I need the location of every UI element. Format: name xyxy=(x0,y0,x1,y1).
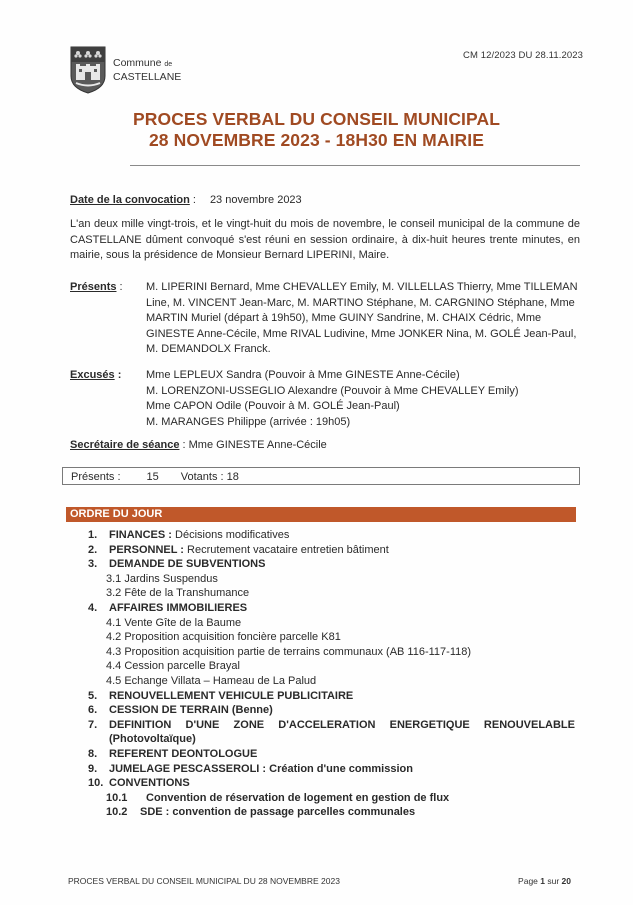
agenda-item-number: 9. xyxy=(88,762,98,775)
agenda-item-number: 8. xyxy=(88,747,98,760)
agenda-subitem: 4.2 Proposition acquisition foncière parcelle K81 xyxy=(106,631,341,644)
agenda-item-title: RENOUVELLEMENT VEHICULE PUBLICITAIRE xyxy=(109,689,354,702)
agenda-item-title: AFFAIRES IMMOBILIERES xyxy=(109,601,248,614)
excuse-entry: Mme LEPLEUX Sandra (Pouvoir à Mme GINESTE Anne-Cécile) xyxy=(146,369,460,381)
agenda-subitem: 4.1 Vente Gîte de la Baume xyxy=(106,616,242,629)
page-current: 1 xyxy=(540,876,545,886)
agenda-list xyxy=(88,528,575,820)
agenda-item-number: 7. xyxy=(88,718,98,731)
agenda-item xyxy=(88,689,575,704)
excuse-entry: Mme CAPON Odile (Pouvoir à M. GOLÉ Jean-Paul) xyxy=(146,400,400,412)
agenda-item-title: CONVENTIONS xyxy=(109,777,190,790)
agenda-subitem: 3.1 Jardins Suspendus xyxy=(106,572,218,585)
presents-names: M. LIPERINI Bernard, Mme CHEVALLEY Emily, M. VILLELLAS Thierry, Mme TILLEMAN Line, M. VINCENT Jean-Marc, M. MARTINO Stéphane, M. CARGNINO Stéphane, Mme MARTIN Muriel (départ à 19h50), Mme GUINY Sandrine, M. CHAIX Cédric, Mme GINESTE Anne-Cécile, Mme RIVAL Ludivine, Mme JONKER Nina, M. GOLÉ Jean-Paul, M. DEMANDOLX Franck. xyxy=(146,281,578,355)
page-number xyxy=(518,876,571,886)
agenda-item-number: 10. xyxy=(88,777,104,790)
intro-paragraph: L'an deux mille vingt-trois, et le vingt-huit du mois de novembre, le conseil municipal de la commune de CASTELLANE dûment convoqué s'est réuni en session ordinaire, à dix-huit heures trente minutes, en mairie, sous la présidence de Monsieur Bernard LIPERINI, Maire. xyxy=(70,218,580,261)
presents-count-value: 15 xyxy=(146,471,159,483)
agenda-subitem-text: SDE : convention de passage parcelles communales xyxy=(140,806,416,819)
agenda-subitem-number: 10.2 xyxy=(106,806,128,819)
attendance-counts-box xyxy=(62,467,580,485)
title-line1: PROCES VERBAL DU CONSEIL MUNICIPAL xyxy=(132,109,501,129)
page-total: 20 xyxy=(561,876,571,886)
agenda-item-title: REFERENT DEONTOLOGUE xyxy=(109,747,258,760)
excuses-label: Excusés xyxy=(70,369,115,381)
agenda-subitem xyxy=(88,791,575,806)
page-prefix: Page xyxy=(518,876,541,886)
agenda-subitem: 4.5 Echange Villata – Hameau de La Palud xyxy=(106,674,317,687)
excuse-entry: M. LORENZONI-USSEGLIO Alexandre (Pouvoir à Mme CHEVALLEY Emily) xyxy=(146,384,519,397)
agenda-item-number: 4. xyxy=(88,601,98,614)
agenda-subitem-text: Convention de réservation de logement en gestion de flux xyxy=(146,791,450,804)
agenda-item xyxy=(88,776,575,791)
agenda-subitem-number: 10.1 xyxy=(106,791,128,804)
secretaire-value: : Mme GINESTE Anne-Cécile xyxy=(179,439,327,451)
agenda-subitem: 3.2 Fête de la Transhumance xyxy=(106,587,250,600)
agenda-subitem: 4.4 Cession parcelle Brayal xyxy=(106,660,240,673)
votants-count: Votants : 18 xyxy=(180,471,239,483)
agenda-item xyxy=(88,557,575,572)
agenda-item xyxy=(88,747,575,762)
excuse-entry: M. MARANGES Philippe (arrivée : 19h05) xyxy=(146,415,351,428)
commune-line1: Commune xyxy=(113,57,162,69)
convocation-separator: : xyxy=(189,194,196,206)
agenda-subitem: 4.3 Proposition acquisition partie de terrains communaux (AB 116-117-118) xyxy=(106,645,472,658)
secretaire-section xyxy=(70,439,327,451)
agenda-item xyxy=(88,528,575,543)
agenda-item-title: JUMELAGE PESCASSEROLI : Création d'une commission xyxy=(109,762,413,775)
agenda-item-title: PERSONNEL : xyxy=(109,543,184,556)
convocation-label: Date de la convocation xyxy=(70,194,190,206)
commune-name xyxy=(113,57,181,83)
agenda-item-title: DEMANDE DE SUBVENTIONS xyxy=(109,558,266,571)
commune-logo xyxy=(70,46,181,94)
agenda-item-number: 3. xyxy=(88,558,98,571)
agenda-item xyxy=(88,718,575,747)
secretaire-label: Secrétaire de séance xyxy=(70,439,180,451)
coat-of-arms-icon xyxy=(70,46,106,94)
presents-separator: : xyxy=(116,281,123,293)
agenda-item-number: 1. xyxy=(88,529,98,541)
excuses-names xyxy=(146,368,586,430)
page-title xyxy=(0,109,633,151)
agenda-item-desc: Recrutement vacataire entretien bâtiment xyxy=(183,543,389,556)
title-line2: 28 NOVEMBRE 2023 - 18H30 EN MAIRIE xyxy=(148,130,485,150)
agenda-item-number: 5. xyxy=(88,689,98,702)
document-reference: CM 12/2023 DU 28.11.2023 xyxy=(463,50,583,61)
agenda-subitem xyxy=(88,805,575,820)
footer-text: PROCES VERBAL DU CONSEIL MUNICIPAL DU 28 NOVEMBRE 2023 xyxy=(68,876,340,886)
agenda-item-desc: Décisions modificatives xyxy=(171,529,290,541)
agenda-item-number: 6. xyxy=(88,704,98,717)
presents-section xyxy=(70,280,586,358)
agenda-item-title-cont: (Photovoltaïque) xyxy=(109,733,196,746)
agenda-item xyxy=(88,601,575,616)
convocation-value: 23 novembre 2023 xyxy=(209,194,302,206)
commune-line2: CASTELLANE xyxy=(113,71,182,83)
title-divider xyxy=(130,165,580,166)
presents-count-label: Présents : xyxy=(71,471,121,483)
commune-de: de xyxy=(164,61,173,68)
agenda-item xyxy=(88,543,575,558)
presents-label: Présents xyxy=(70,281,117,293)
agenda-item-title: CESSION DE TERRAIN (Benne) xyxy=(109,704,273,717)
convocation-date xyxy=(70,194,302,206)
agenda-item-title: DEFINITION D'UNE ZONE D'ACCELERATION ENERGETIQUE RENOUVELABLE xyxy=(109,718,575,731)
agenda-item-number: 2. xyxy=(88,543,98,556)
agenda-item-title: FINANCES : xyxy=(109,529,172,541)
agenda-item xyxy=(88,762,575,777)
excuses-section xyxy=(70,368,586,430)
agenda-item xyxy=(88,703,575,718)
page-separator: sur xyxy=(545,876,562,886)
excuses-separator: : xyxy=(114,369,122,381)
agenda-heading: ORDRE DU JOUR xyxy=(66,507,576,522)
